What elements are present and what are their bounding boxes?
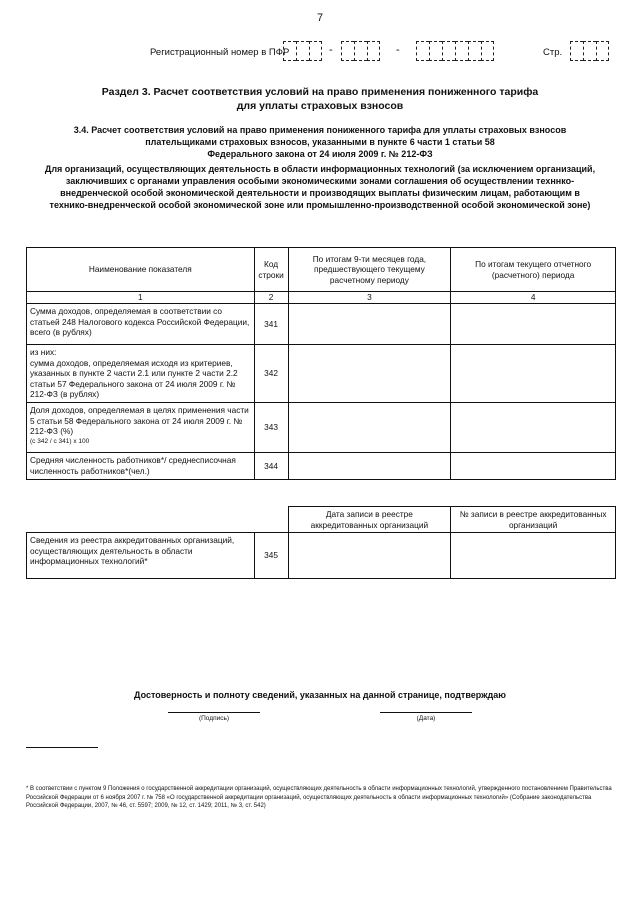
table-row bbox=[27, 453, 616, 480]
row-code: 341 bbox=[254, 304, 288, 345]
digit-box[interactable] bbox=[416, 41, 429, 61]
digit-box[interactable] bbox=[309, 41, 322, 61]
row-label: Средняя численность работников*/ среднесписочная численность работников*(чел.) bbox=[27, 453, 255, 480]
reg-number-label: Регистрационный номер в ПФР bbox=[150, 47, 290, 58]
value-cell[interactable] bbox=[288, 453, 451, 480]
digit-box[interactable] bbox=[429, 41, 442, 61]
table-row bbox=[27, 304, 616, 345]
row-formula: (с 342 / с 341) х 100 bbox=[30, 437, 90, 445]
digit-box[interactable] bbox=[583, 41, 596, 61]
value-cell[interactable] bbox=[288, 533, 451, 579]
value-cell[interactable] bbox=[451, 304, 616, 345]
table-header-row bbox=[27, 248, 616, 292]
row-code: 344 bbox=[254, 453, 288, 480]
row-label: Сведения из реестра аккредитованных организаций, осуществляющих деятельность в области информационных технологий* bbox=[27, 533, 255, 579]
intro-paragraph: Для организаций, осуществляющих деятельность в области информационных технологий (за исключением организаций, заключивших с органами управления особыми экономическими зонами соглашения об осуществлении техннко-внедренческой особой экономической деятельности и производящих выплаты физическим лицам, работающим в технико-внедренческой особой экономической зоне или промышленно-производственной особой экономической зоне) bbox=[44, 164, 596, 210]
digit-box[interactable] bbox=[570, 41, 583, 61]
row-code: 343 bbox=[254, 403, 288, 453]
table-row bbox=[27, 533, 616, 579]
footnote-divider bbox=[26, 747, 98, 748]
digit-box[interactable] bbox=[455, 41, 468, 61]
value-cell[interactable] bbox=[451, 453, 616, 480]
income-table bbox=[26, 247, 616, 480]
signature-line[interactable] bbox=[168, 712, 260, 713]
value-cell[interactable] bbox=[451, 403, 616, 453]
table-row bbox=[27, 345, 616, 403]
table-row bbox=[27, 403, 616, 453]
section-title-line-1: Раздел 3. Расчет соответствия условий на право применения пониженного тарифа bbox=[101, 86, 539, 98]
value-cell[interactable] bbox=[288, 345, 451, 403]
page-number-boxes[interactable] bbox=[570, 41, 609, 63]
confirmation-text: Достоверность и полноту сведений, указанных на данной странице, подтверждаю bbox=[134, 690, 506, 700]
col-number: 1 bbox=[27, 292, 255, 304]
col-number: 4 bbox=[451, 292, 616, 304]
row-code: 345 bbox=[254, 533, 288, 579]
table-header-row bbox=[27, 507, 616, 533]
subsection-title-line-2: плательщиками страховых взносов, указанными в пункте 6 части 1 статьи 58 bbox=[145, 137, 495, 147]
section-title-line-2: для уплаты страховых взносов bbox=[236, 100, 404, 112]
digit-box[interactable] bbox=[367, 41, 380, 61]
value-cell[interactable] bbox=[451, 345, 616, 403]
date-label: (Дата) bbox=[416, 715, 436, 722]
col-number: 3 bbox=[288, 292, 451, 304]
empty-header bbox=[27, 507, 255, 533]
section-title bbox=[0, 85, 640, 113]
row-label bbox=[27, 403, 255, 453]
digit-box[interactable] bbox=[442, 41, 455, 61]
col-number: 2 bbox=[254, 292, 288, 304]
reg-number-part-3[interactable] bbox=[416, 41, 494, 63]
digit-box[interactable] bbox=[296, 41, 309, 61]
digit-box[interactable] bbox=[596, 41, 609, 61]
row-label: Сумма доходов, определяемая в соответствии со статьей 248 Налогового кодекса Российской Федерации, всего (в рублях) bbox=[27, 304, 255, 345]
reg-dash: - bbox=[396, 44, 400, 56]
empty-header bbox=[254, 507, 288, 533]
row-code: 342 bbox=[254, 345, 288, 403]
footnote: * В соответствии с пунктом 9 Положения о государственной аккредитации организаций, осуществляющих деятельность в области информационных технологий, утвержденного постановлением Правительства Российской Федерации от 6 ноября 2007 г. № 758 «О государственной аккредитации организаций, осуществляющих деятельность в области информационных технологий» (Собрание законодательства Российской Федерации, 2007, № 46, ст. 5597; 2009, № 12, ст. 1429; 2011, № 3, ст. 542) bbox=[26, 786, 612, 809]
subsection-title-line-1: 3.4. Расчет соответствия условий на право применения пониженного тарифа для уплаты страховых взносов bbox=[73, 125, 567, 135]
subsection-title-line-3: Федерального закона от 24 июля 2009 г. № 212-ФЗ bbox=[207, 149, 433, 159]
header-registry-number: № записи в реестре аккредитованных организаций bbox=[451, 507, 616, 533]
value-cell[interactable] bbox=[288, 403, 451, 453]
date-line[interactable] bbox=[380, 712, 472, 713]
header-registry-date: Дата записи в реестре аккредитованных организаций bbox=[288, 507, 451, 533]
digit-box[interactable] bbox=[354, 41, 367, 61]
page-number: 7 bbox=[316, 12, 324, 24]
digit-box[interactable] bbox=[481, 41, 494, 61]
header-prev-period: По итогам 9-ти месяцев года, предшествующего текущему расчетному периоду bbox=[288, 248, 451, 292]
digit-box[interactable] bbox=[283, 41, 296, 61]
column-numbers-row bbox=[27, 292, 616, 304]
header-code: Код строки bbox=[254, 248, 288, 292]
value-cell[interactable] bbox=[288, 304, 451, 345]
digit-box[interactable] bbox=[468, 41, 481, 61]
page-label: Стр. bbox=[543, 47, 563, 58]
digit-box[interactable] bbox=[341, 41, 354, 61]
header-indicator: Наименование показателя bbox=[27, 248, 255, 292]
subsection-title bbox=[40, 124, 600, 160]
registry-table bbox=[26, 506, 616, 579]
reg-number-part-2[interactable] bbox=[341, 41, 380, 63]
row-label: из них: сумма доходов, определяемая исходя из критериев, указанных в пункте 2 части 2.1 или пункте 2 части 2.2 статьи 57 Федерального закона от 24 июля 2009 г. № 212-ФЗ (в рублях) bbox=[27, 345, 255, 403]
header-current-period: По итогам текущего отчетного (расчетного) периода bbox=[451, 248, 616, 292]
value-cell[interactable] bbox=[451, 533, 616, 579]
reg-number-part-1[interactable] bbox=[283, 41, 322, 63]
row-label-text: Доля доходов, определяемая в целях применения части 5 статьи 58 Федерального закона от 24 июля 2009 г. № 212-ФЗ (%) bbox=[30, 405, 249, 436]
signature-label: (Подпись) bbox=[198, 715, 230, 722]
reg-dash: - bbox=[329, 44, 333, 56]
